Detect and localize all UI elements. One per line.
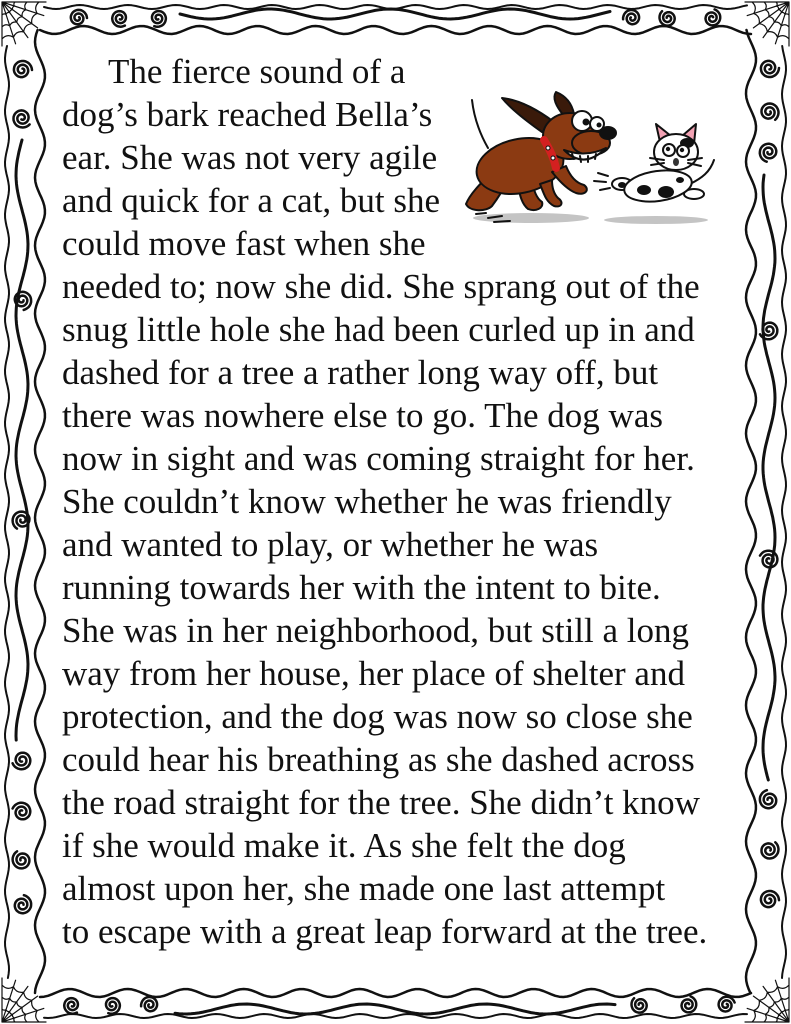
border-vine-top: [40, 26, 751, 34]
story-line: if she would make it. As she felt the dog: [62, 826, 626, 865]
border-spiral: [761, 61, 779, 77]
border-spiral: [112, 11, 126, 27]
corner-web-top-left: [2, 2, 46, 46]
border-spiral: [141, 997, 157, 1011]
border-spiral: [682, 996, 697, 1012]
border-spiral: [632, 998, 647, 1012]
story-line: could move fast when she: [62, 224, 426, 263]
border-spiral: [64, 998, 78, 1014]
border-spiral: [15, 895, 31, 913]
cat-spot: [618, 182, 626, 188]
border-flourish-left: [16, 140, 28, 740]
story-line: running towards her with the intent to bite.: [62, 568, 661, 607]
border-spiral: [762, 842, 779, 858]
border-flourish-right: [763, 175, 775, 780]
story-line: needed to; now she did. She sprang out of the: [62, 267, 700, 306]
border-spiral: [762, 104, 779, 120]
dog-chasing-cat-illustration: [458, 88, 720, 230]
cat-spot: [637, 185, 651, 195]
border-vine-right: [746, 30, 756, 993]
border-spiral: [761, 891, 779, 907]
story-line: The fierce sound of a: [108, 52, 406, 91]
dog-collar-stud: [551, 156, 555, 160]
dog-pupil: [583, 119, 590, 126]
story-line: could hear his breathing as she dashed across: [62, 740, 695, 779]
border-spiral: [660, 11, 675, 25]
border-spiral: [14, 61, 32, 77]
dog-front-leg-far: [540, 180, 561, 206]
border-spiral: [152, 11, 166, 27]
story-line: She couldn’t know whether he was friendly: [62, 482, 672, 521]
corner-web-bottom-left: [2, 978, 46, 1022]
border-flourish-top: [180, 9, 610, 19]
story-line: way from her house, her place of shelter and: [62, 654, 685, 693]
border-outer-line-left: [5, 46, 9, 978]
border-spiral: [71, 10, 87, 24]
border-spiral: [13, 803, 31, 820]
cat-spot: [676, 177, 684, 183]
story-line: almost upon her, she made one last attempt: [62, 869, 666, 908]
corner-web-top-right: [745, 2, 789, 46]
cat-spot: [658, 186, 674, 198]
cat-pupil-far: [680, 148, 684, 152]
border-spiral: [13, 753, 31, 770]
story-line: now in sight and was coming straight for her.: [62, 439, 695, 478]
story-line: ear. She was not very agile: [62, 138, 438, 177]
border-spiral: [706, 9, 721, 25]
cat-motion-lines: [594, 173, 610, 190]
dog-pupil-far: [597, 123, 602, 128]
border-spiral: [760, 144, 777, 162]
border-spiral: [13, 851, 30, 868]
story-line: to escape with a great leap forward at the tree.: [62, 912, 708, 951]
story-line: dashed for a tree a rather long way off, but: [62, 353, 659, 392]
story-line: She was in her neighborhood, but still a long: [62, 611, 690, 650]
corner-web-bottom-right: [745, 978, 789, 1022]
border-flourish-bottom: [175, 1004, 615, 1014]
cat-pupil: [666, 147, 670, 151]
story-line: dog’s bark reached Bella’s: [62, 95, 433, 134]
border-spiral: [623, 10, 639, 24]
border-spiral: [106, 998, 120, 1014]
border-outer-line-bottom: [44, 1014, 747, 1018]
border-spiral: [14, 110, 30, 127]
border-outer-line-right: [782, 46, 786, 978]
story-line: protection, and the dog was now so close she: [62, 697, 693, 736]
dog-tail: [472, 100, 488, 148]
cat-shadow: [604, 216, 708, 224]
cat-mouth: [673, 158, 679, 166]
story-line: the road straight for the tree. She didn’t know: [62, 783, 700, 822]
dog-figure: [466, 92, 617, 222]
story-line: snug little hole she had been curled up in and: [62, 310, 695, 349]
story-line: and quick for a cat, but she: [62, 181, 441, 220]
story-line: and wanted to play, or whether he was: [62, 525, 599, 564]
cat-body: [622, 166, 694, 205]
border-spiral: [760, 790, 776, 808]
dog-collar-stud: [546, 146, 550, 150]
border-spiral: [719, 997, 735, 1012]
border-vine-bottom: [40, 989, 751, 997]
story-line: there was nowhere else to go. The dog was: [62, 396, 663, 435]
border-vine-left: [35, 30, 45, 993]
